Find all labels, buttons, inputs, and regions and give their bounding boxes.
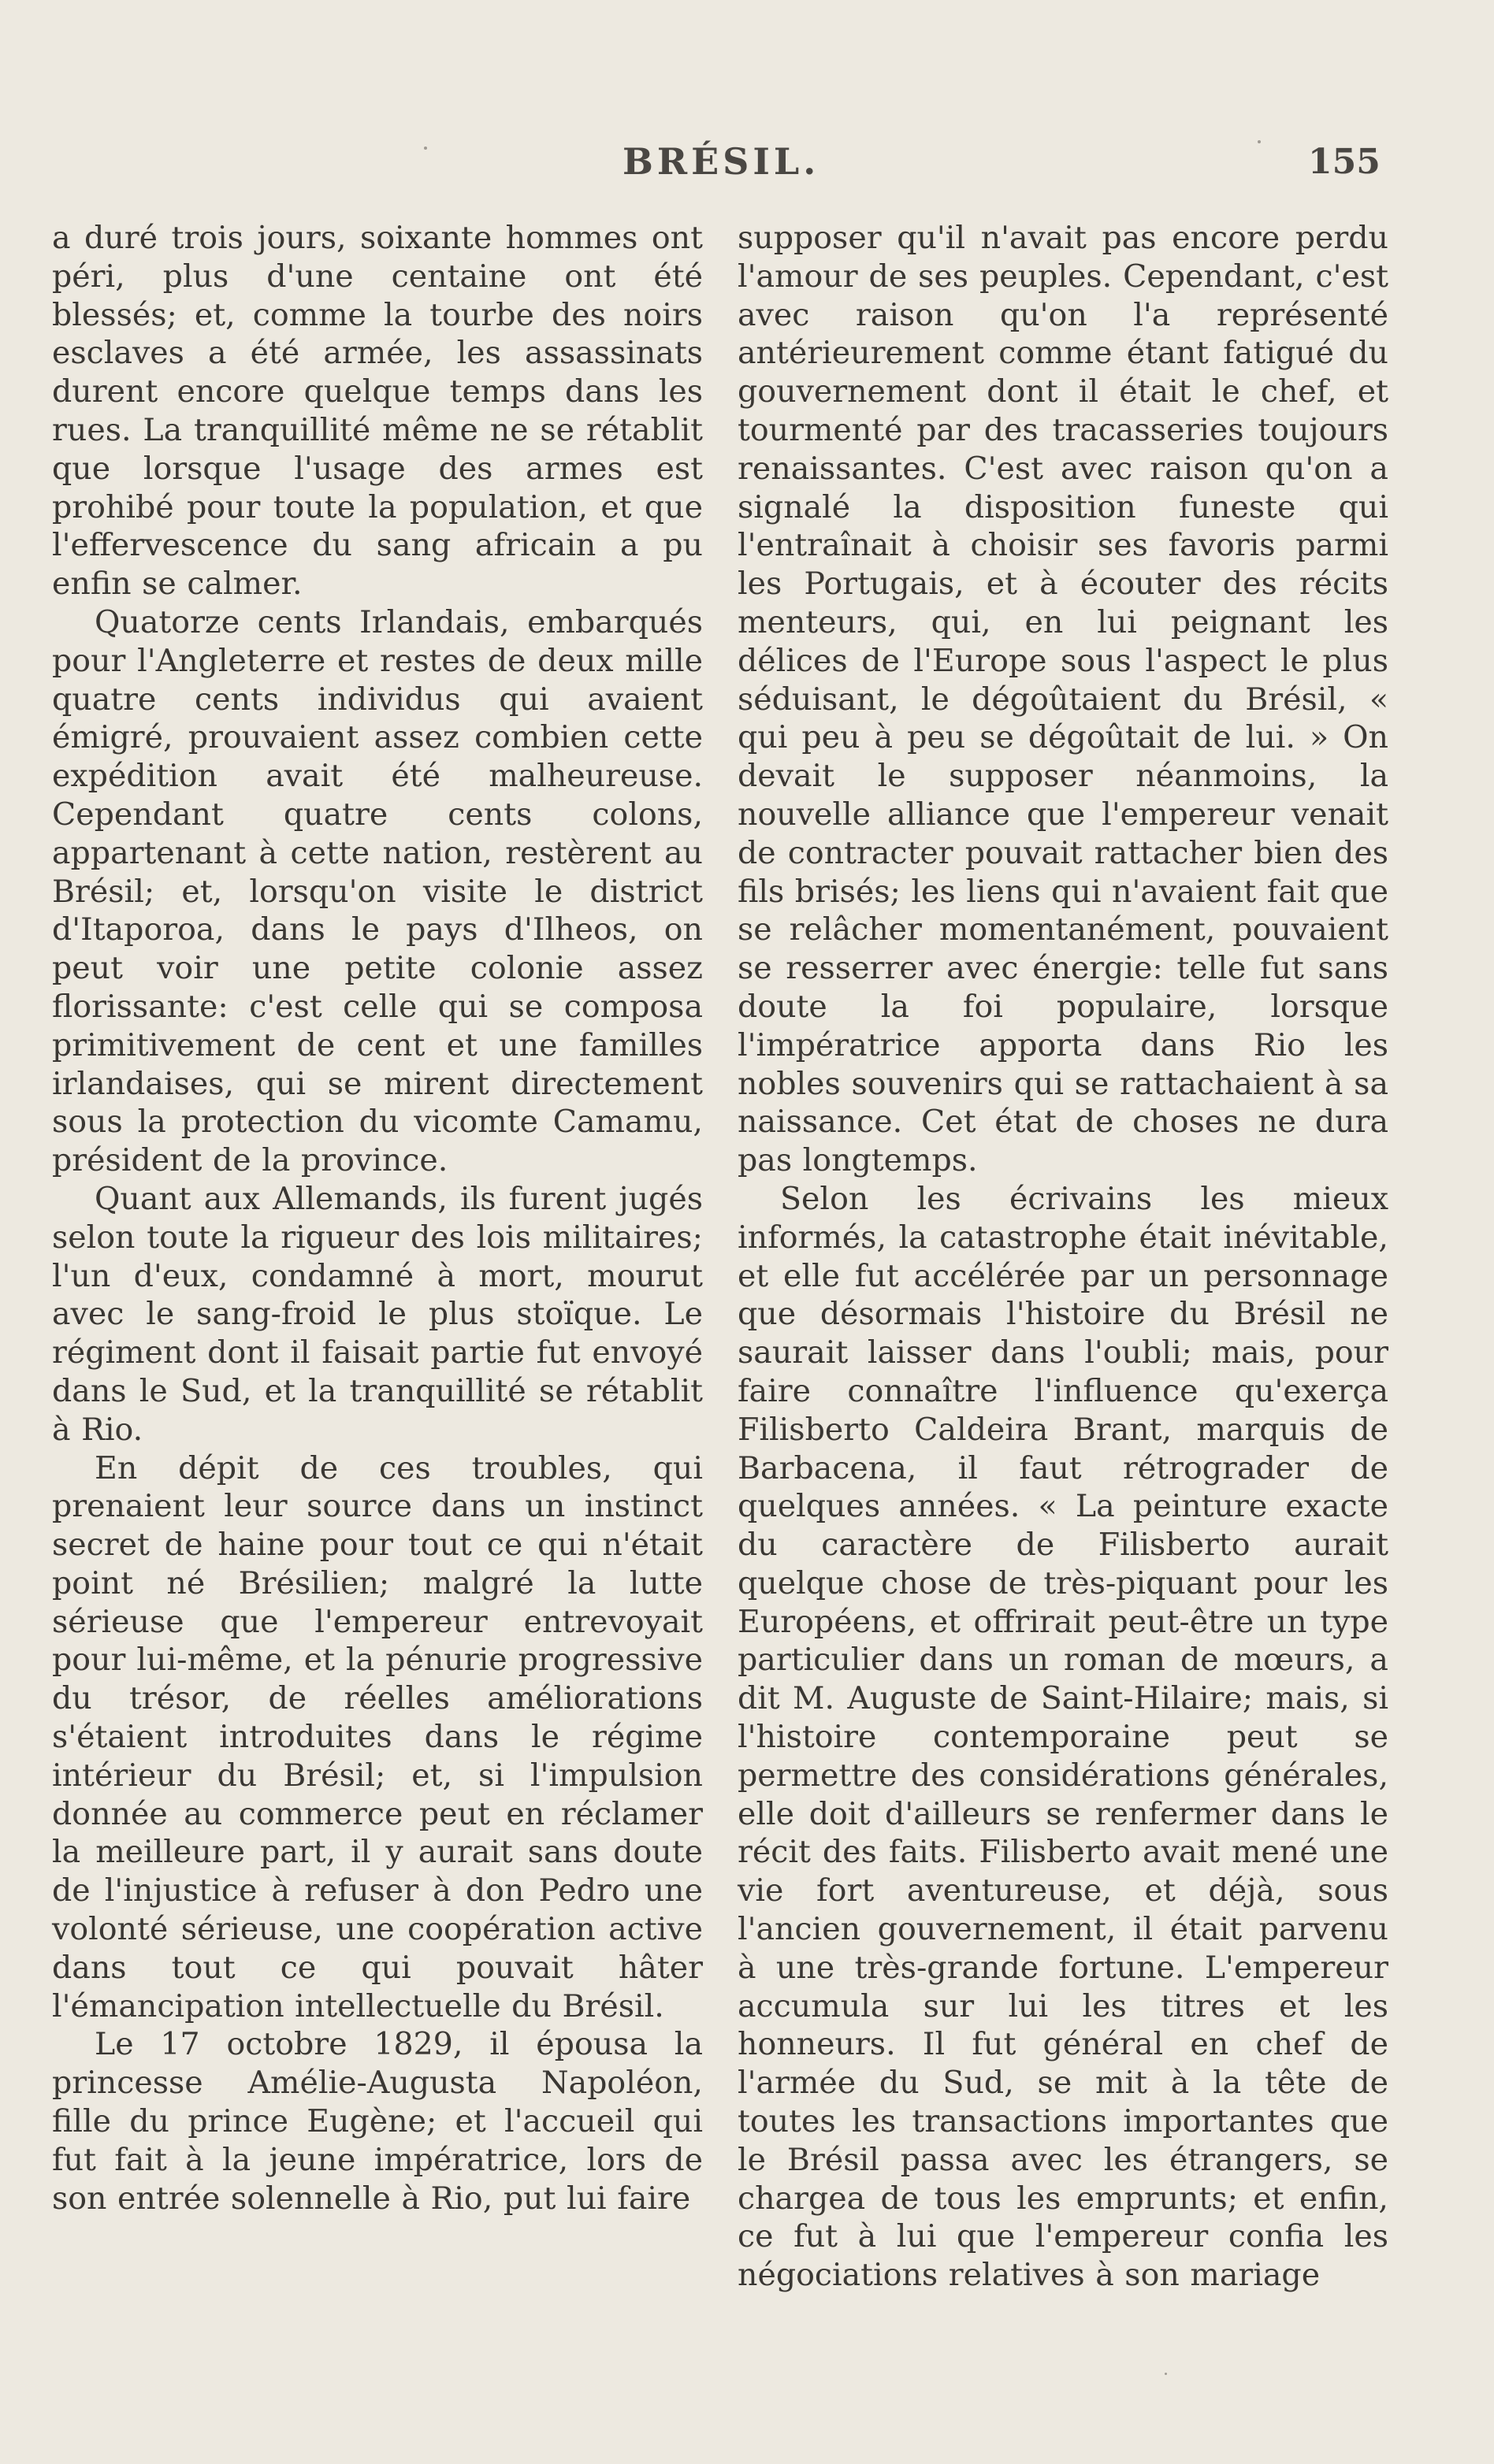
paragraph: a duré trois jours, soixante hommes ont péri, plus d'une centaine ont été blessés; et, comme la tourbe des noirs esclaves a été armée, les assassinats durent encore quelque temps dans les rues. La tranquillité même ne se rétablit que lorsque l'usage des armes est prohibé pour toute la population, et que l'effervescence du sang africain a pu enfin se calmer. bbox=[52, 220, 703, 603]
print-speck bbox=[1258, 140, 1261, 143]
paragraph: Quant aux Allemands, ils furent jugés selon toute la rigueur des lois militaires; l'un d'eux, condamné à mort, mourut avec le sang-froid le plus stoïque. Le régiment dont il faisait partie fut envoyé dans le Sud, et la tranquillité se rétablit à Rio. bbox=[52, 1180, 703, 1448]
print-speck bbox=[424, 147, 427, 150]
print-speck bbox=[1165, 2373, 1167, 2375]
paragraph: Quatorze cents Irlandais, embarqués pour l'Angleterre et restes de deux mille quatre cents individus qui avaient émigré, prouvaient assez combien cette expédition avait été malheureuse. Cependant quatre cents colons, appartenant à cette nation, restèrent au Brésil; et, lorsqu'on visite le district d'Itaporoa, dans le pays d'Ilheos, on peut voir une petite colonie assez florissante: c'est celle qui se composa primitivement de cent et une familles irlandaises, qui se mirent directement sous la protection du vicomte Camamu, président de la province. bbox=[52, 603, 703, 1179]
paragraph: Le 17 octobre 1829, il épousa la princesse Amélie-Augusta Napoléon, fille du prince Eugène; et l'accueil qui fut fait à la jeune impératrice, lors de son entrée solennelle à Rio, put lui faire bbox=[52, 2026, 703, 2217]
left-column bbox=[52, 219, 703, 2217]
right-column bbox=[738, 219, 1388, 2295]
page-number: 155 bbox=[1308, 142, 1381, 182]
paragraph: Selon les écrivains les mieux informés, la catastrophe était inévitable, et elle fut accélérée par un personnage que désormais l'histoire du Brésil ne saurait laisser dans l'oubli; mais, pour faire connaître l'influence qu'exerça Filisberto Caldeira Brant, marquis de Barbacena, il faut rétrograder de quelques années. « La peinture exacte du caractère de Filisberto aurait quelque chose de très-piquant pour les Européens, et offrirait peut-être un type particulier dans un roman de mœurs, a dit M. Auguste de Saint-Hilaire; mais, si l'histoire contemporaine peut se permettre des considérations générales, elle doit d'ailleurs se renfermer dans le récit des faits. Filisberto avait mené une vie fort aventureuse, et déjà, sous l'ancien gouvernement, il était parvenu à une très-grande fortune. L'empereur accumula sur lui les titres et les honneurs. Il fut général en chef de l'armée du Sud, se mit à la tête de toutes les transactions importantes que le Brésil passa avec les étrangers, se chargea de tous les emprunts; et enfin, ce fut à lui que l'empereur confia les négociations relatives à son mariage bbox=[738, 1180, 1388, 2294]
paragraph: supposer qu'il n'avait pas encore perdu l'amour de ses peuples. Cependant, c'est avec raison qu'on l'a représenté antérieurement comme étant fatigué du gouvernement dont il était le chef, et tourmenté par des tracasseries toujours renaissantes. C'est avec raison qu'on a signalé la disposition funeste qui l'entraînait à choisir ses favoris parmi les Portugais, et à écouter des récits menteurs, qui, en lui peignant les délices de l'Europe sous l'aspect le plus séduisant, le dégoûtaient du Brésil, « qui peu à peu se dégoûtait de lui. » On devait le supposer néanmoins, la nouvelle alliance que l'empereur venait de contracter pouvait rattacher bien des fils brisés; les liens qui n'avaient fait que se relâcher momentanément, pouvaient se resserrer avec énergie: telle fut sans doute la foi populaire, lorsque l'impératrice apporta dans Rio les nobles souvenirs qui se rattachaient à sa naissance. Cet état de choses ne dura pas longtemps. bbox=[738, 220, 1388, 1179]
running-title: BRÉSIL. bbox=[622, 140, 820, 183]
page-header bbox=[0, 140, 1494, 195]
paragraph: En dépit de ces troubles, qui prenaient leur source dans un instinct secret de haine pour tout ce qui n'était point né Brésilien; malgré la lutte sérieuse que l'empereur entrevoyait pour lui-même, et la pénurie progressive du trésor, de réelles améliorations s'étaient introduites dans le régime intérieur du Brésil; et, si l'impulsion donnée au commerce peut en réclamer la meilleure part, il y aurait sans doute de l'injustice à refuser à don Pedro une volonté sérieuse, une coopération active dans tout ce qui pouvait hâter l'émancipation intellectuelle du Brésil. bbox=[52, 1449, 703, 2024]
